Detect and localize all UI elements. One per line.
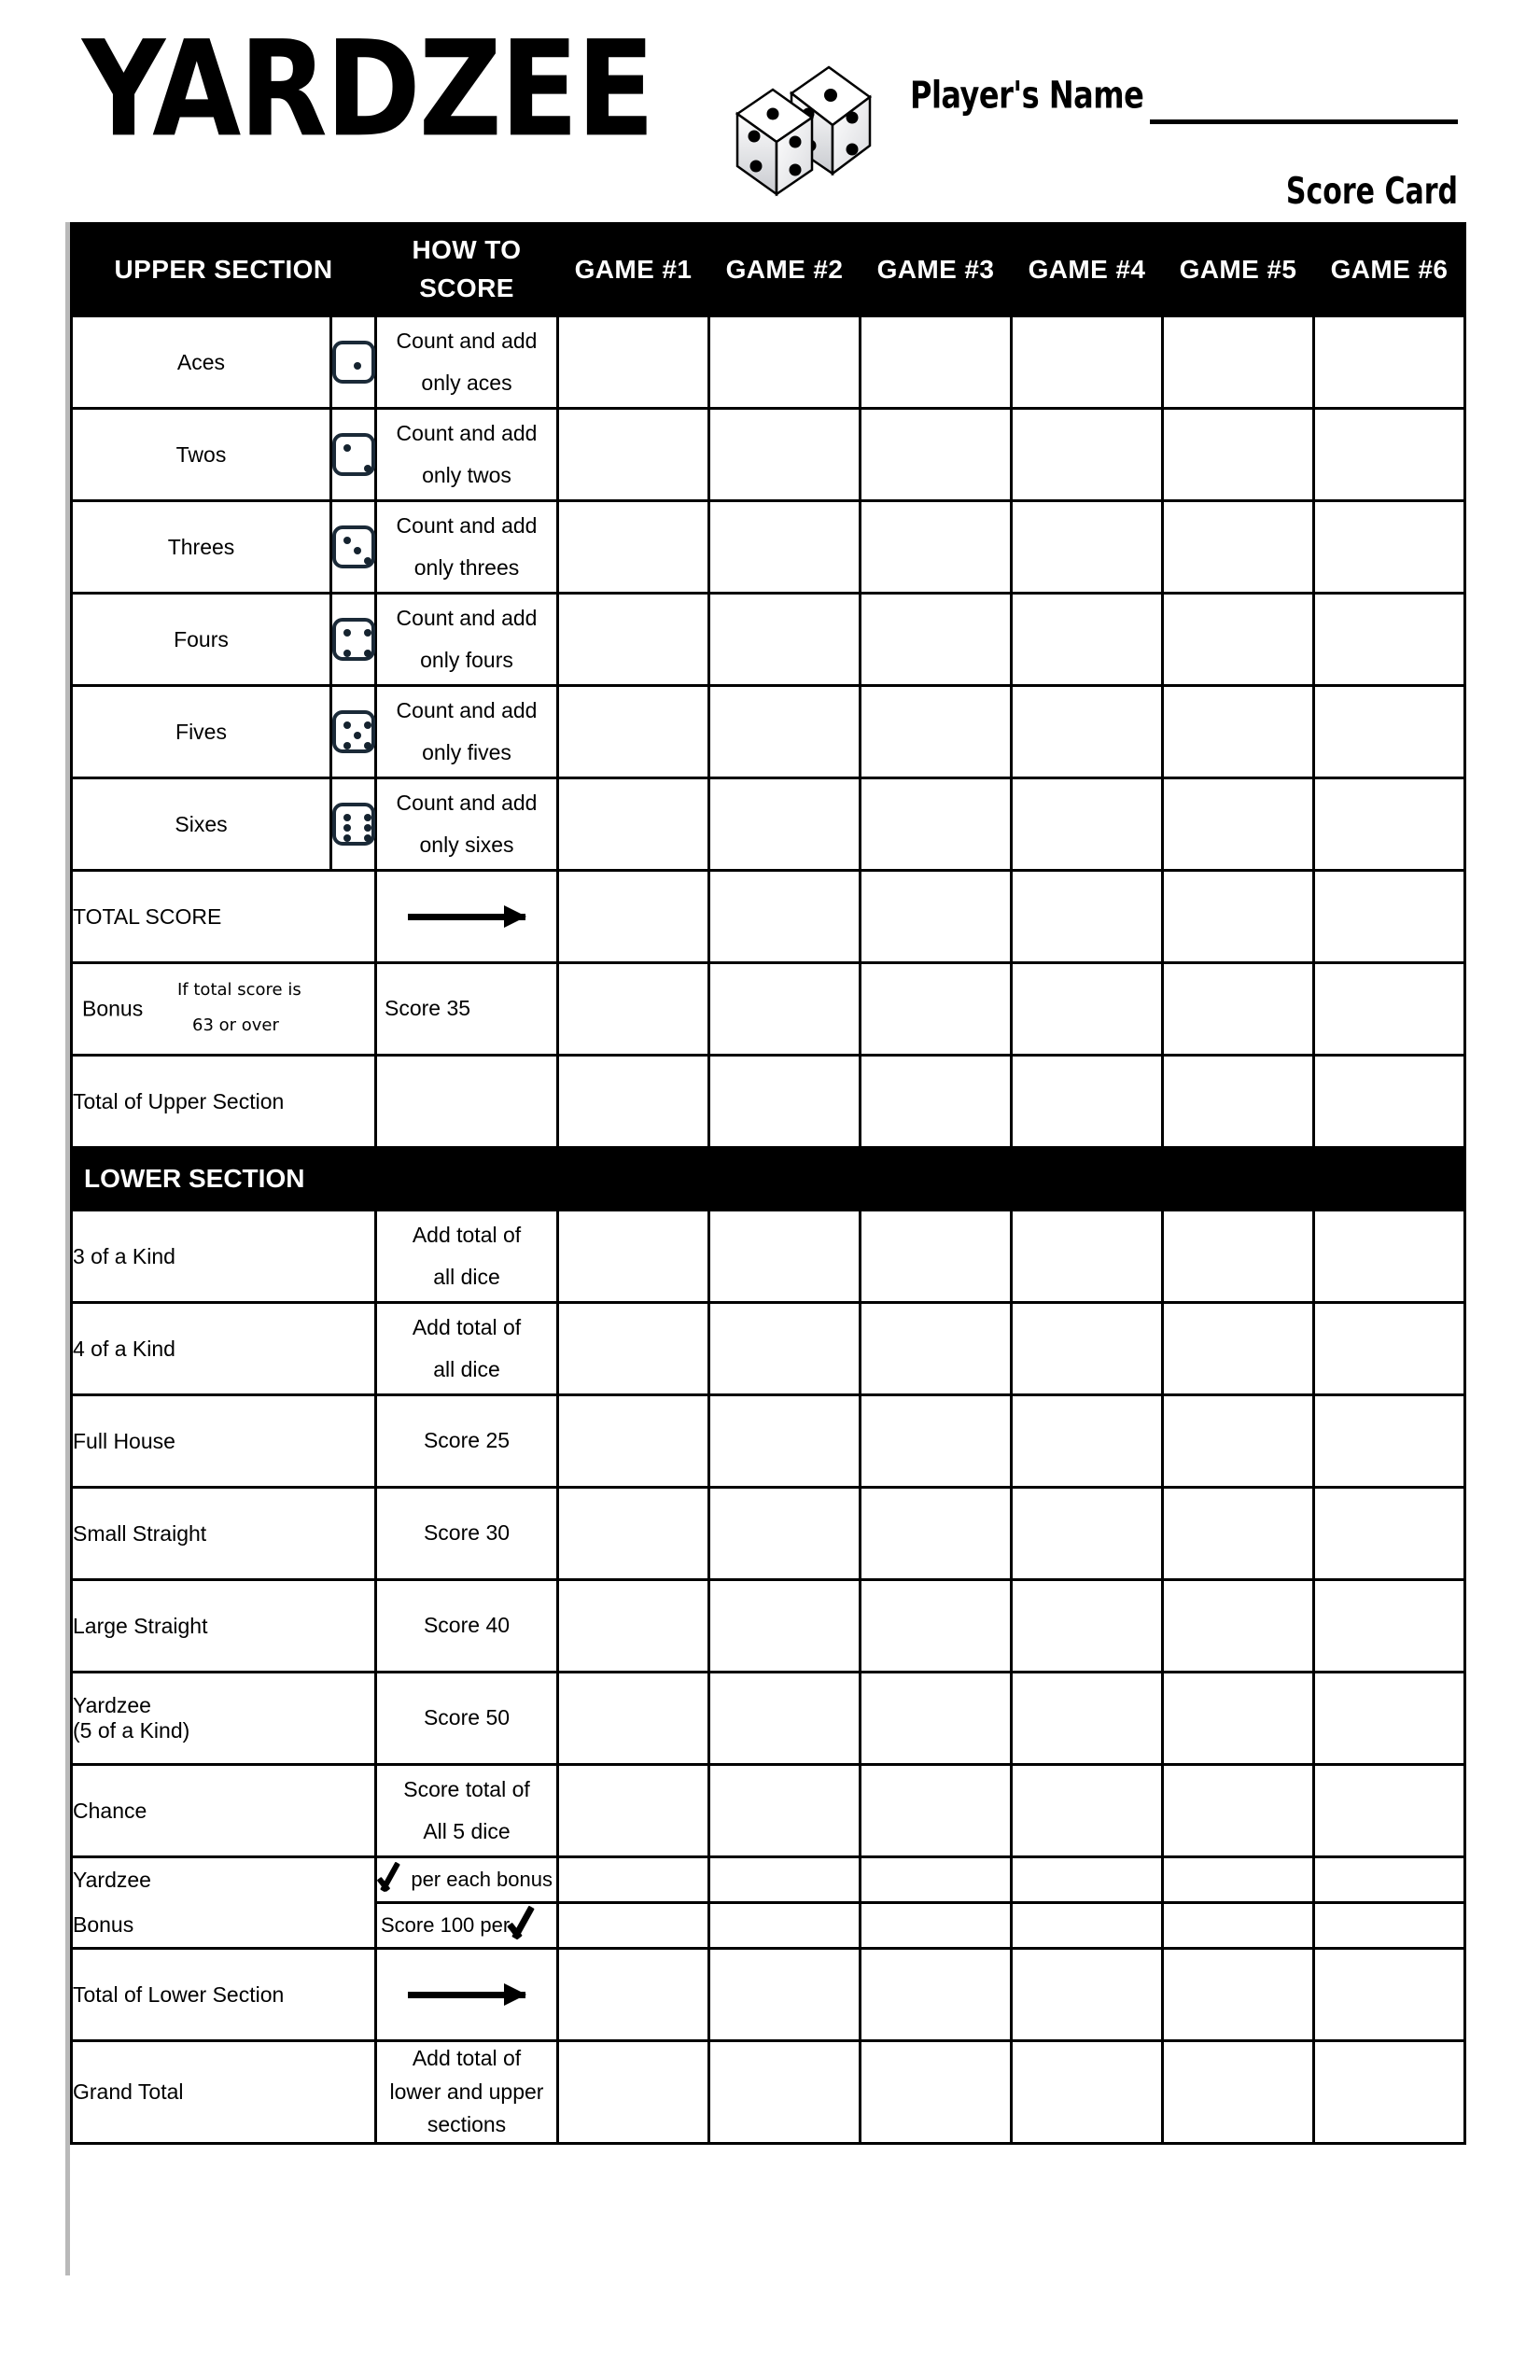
- how-line-2: All 5 dice: [423, 1819, 511, 1843]
- score-cell-threes-game5[interactable]: [1163, 501, 1314, 594]
- how-line-2: all dice: [433, 1357, 500, 1381]
- score-cell-sixes-game6[interactable]: [1314, 778, 1465, 871]
- how-to-score-total-lower-section: [376, 1949, 558, 2041]
- row-label-chance: Chance: [72, 1765, 376, 1857]
- score-cell-large-straight-game5[interactable]: [1163, 1580, 1314, 1673]
- how-to-score-total-upper-section: [376, 1056, 558, 1148]
- section-band-lower: [72, 1148, 1465, 1211]
- score-cell-small-straight-game4[interactable]: [1012, 1488, 1163, 1580]
- score-cell-twos-game3[interactable]: [861, 409, 1012, 501]
- score-cell-fours-game5[interactable]: [1163, 594, 1314, 686]
- how-to-score-yardzee-bonus-line1: [376, 1857, 558, 1903]
- score-cell-small-straight-game1[interactable]: [558, 1488, 709, 1580]
- score-cell-4kind-game1[interactable]: [558, 1303, 709, 1395]
- score-cell-small-straight-game5[interactable]: [1163, 1488, 1314, 1580]
- score-cell-4kind-game6[interactable]: [1314, 1303, 1465, 1395]
- score-cell-twos-game1[interactable]: [558, 409, 709, 501]
- score-cell-yardzee-game5[interactable]: [1163, 1673, 1314, 1765]
- row-label-full-house: Full House: [72, 1395, 376, 1488]
- how-to-score-aces: [376, 316, 558, 409]
- table-row-yardzee: [72, 1673, 1465, 1765]
- how-line-1: Count and add: [396, 698, 538, 723]
- score-cell-grand-total-game4[interactable]: [1012, 2041, 1163, 2144]
- score-cell-3kind-game4[interactable]: [1012, 1211, 1163, 1303]
- table-row-threes: [72, 501, 1465, 594]
- score-cell-4kind-game5[interactable]: [1163, 1303, 1314, 1395]
- how-to-score-threes: [376, 501, 558, 594]
- check-icon: [510, 1905, 547, 1946]
- bonus-condition-line2: 63 or over: [192, 1015, 279, 1035]
- column-header-game-2: GAME #2: [709, 224, 861, 316]
- table-row-yardzee-bonus-b: [72, 1903, 1465, 1949]
- score-cell-full-house-game1[interactable]: [558, 1395, 709, 1488]
- score-cell-aces-game5[interactable]: [1163, 316, 1314, 409]
- score-cell-grand-total-game1[interactable]: [558, 2041, 709, 2144]
- table-row-twos: [72, 409, 1465, 501]
- how-line-1: Score total of: [403, 1777, 530, 1802]
- how-line-2: only twos: [422, 463, 511, 487]
- table-header-row: [72, 224, 1465, 316]
- how-line-3: sections: [427, 2112, 507, 2137]
- score-cell-full-house-game5[interactable]: [1163, 1395, 1314, 1488]
- how-to-score-4-of-a-kind: [376, 1303, 558, 1395]
- row-label-4-of-a-kind: 4 of a Kind: [72, 1303, 376, 1395]
- score-cell-total-lower-game4[interactable]: [1012, 1949, 1163, 2041]
- how-line-2: all dice: [433, 1265, 500, 1289]
- score-cell-large-straight-game4[interactable]: [1012, 1580, 1163, 1673]
- how-to-score-fours: [376, 594, 558, 686]
- die-face-4-icon: [331, 594, 376, 686]
- score-cell-total-upper-game1[interactable]: [558, 1056, 709, 1148]
- score-cell-total-lower-game6[interactable]: [1314, 1949, 1465, 2041]
- table-row-fours: [72, 594, 1465, 686]
- score-cell-total-score-game5[interactable]: [1163, 871, 1314, 963]
- score-cell-fours-game3[interactable]: [861, 594, 1012, 686]
- score-cell-threes-game2[interactable]: [709, 501, 861, 594]
- score-cell-yardzee-game4[interactable]: [1012, 1673, 1163, 1765]
- row-label-yardzee: [72, 1673, 376, 1765]
- how-to-score-yardzee: Score 50: [376, 1673, 558, 1765]
- yardzee-bonus-text-line1: per each bonus: [411, 1868, 553, 1891]
- row-label-total-upper-section: Total of Upper Section: [72, 1056, 376, 1148]
- score-cell-grand-total-game2[interactable]: [709, 2041, 861, 2144]
- score-cell-threes-game1[interactable]: [558, 501, 709, 594]
- score-cell-3kind-game2[interactable]: [709, 1211, 861, 1303]
- score-cell-small-straight-game2[interactable]: [709, 1488, 861, 1580]
- score-cell-3kind-game1[interactable]: [558, 1211, 709, 1303]
- how-line-1: Count and add: [396, 791, 538, 816]
- score-cell-bonus-game2[interactable]: [709, 963, 861, 1056]
- score-cell-sixes-game1[interactable]: [558, 778, 709, 871]
- score-cell-chance-game1[interactable]: [558, 1765, 709, 1857]
- bonus-label: Bonus: [82, 996, 144, 1021]
- die-face-1-icon: [331, 316, 376, 409]
- score-cell-sixes-game2[interactable]: [709, 778, 861, 871]
- score-cell-yardzee-game6[interactable]: [1314, 1673, 1465, 1765]
- score-cell-fives-game3[interactable]: [861, 686, 1012, 778]
- score-cell-yardzee-game1[interactable]: [558, 1673, 709, 1765]
- row-label-yardzee-bonus-line1: Yardzee: [72, 1857, 376, 1903]
- yardzee-label-line2: (5 of a Kind): [73, 1718, 190, 1743]
- bonus-condition-line1: If total score is: [177, 980, 301, 1000]
- score-card-table: [70, 222, 1466, 2145]
- score-cell-fours-game1[interactable]: [558, 594, 709, 686]
- column-header-how-to-score: [376, 224, 558, 316]
- score-cell-small-straight-game3[interactable]: [861, 1488, 1012, 1580]
- two-dice-icon: [719, 56, 896, 205]
- table-row-aces: [72, 316, 1465, 409]
- score-cell-fives-game2[interactable]: [709, 686, 861, 778]
- row-label-yardzee-bonus-line2: Bonus: [72, 1903, 376, 1949]
- score-cell-4kind-game2[interactable]: [709, 1303, 861, 1395]
- row-label-twos: Twos: [72, 409, 331, 501]
- check-icon: [379, 1861, 411, 1898]
- score-cell-yardzee-bonus-a-game6[interactable]: [1314, 1857, 1465, 1903]
- how-to-score-line1: HOW TO: [412, 235, 522, 265]
- score-cell-total-score-game2[interactable]: [709, 871, 861, 963]
- die-face-6-icon: [331, 778, 376, 871]
- die-face-2-icon: [331, 409, 376, 501]
- how-to-score-line2: SCORE: [419, 273, 514, 302]
- how-to-score-total-score: [376, 871, 558, 963]
- score-cell-chance-game6[interactable]: [1314, 1765, 1465, 1857]
- score-cell-twos-game4[interactable]: [1012, 409, 1163, 501]
- score-cell-4kind-game4[interactable]: [1012, 1303, 1163, 1395]
- score-cell-total-upper-game5[interactable]: [1163, 1056, 1314, 1148]
- how-to-score-twos: [376, 409, 558, 501]
- score-cell-fives-game6[interactable]: [1314, 686, 1465, 778]
- row-label-total-score: TOTAL SCORE: [72, 871, 376, 963]
- how-to-score-large-straight: Score 40: [376, 1580, 558, 1673]
- players-name-write-line[interactable]: [1150, 119, 1458, 124]
- how-line-1: Count and add: [396, 513, 538, 539]
- score-cell-yardzee-bonus-b-game6[interactable]: [1314, 1903, 1465, 1949]
- score-cell-large-straight-game6[interactable]: [1314, 1580, 1465, 1673]
- column-header-game-3: GAME #3: [861, 224, 1012, 316]
- score-cell-large-straight-game3[interactable]: [861, 1580, 1012, 1673]
- row-label-bonus: [72, 963, 376, 1056]
- table-row-fives: [72, 686, 1465, 778]
- score-cell-sixes-game5[interactable]: [1163, 778, 1314, 871]
- arrow-right-icon: [408, 914, 525, 920]
- table-row-full-house: [72, 1395, 1465, 1488]
- how-line-2: only sixes: [419, 833, 514, 857]
- row-label-fives: Fives: [72, 686, 331, 778]
- yardzee-bonus-text-line2: Score 100 per: [381, 1913, 511, 1937]
- score-cell-small-straight-game6[interactable]: [1314, 1488, 1465, 1580]
- row-label-total-lower-section: Total of Lower Section: [72, 1949, 376, 2041]
- score-cell-yardzee-bonus-a-game5[interactable]: [1163, 1857, 1314, 1903]
- score-cell-3kind-game5[interactable]: [1163, 1211, 1314, 1303]
- arrow-right-icon: [408, 1992, 525, 1998]
- column-header-game-4: GAME #4: [1012, 224, 1163, 316]
- score-cell-yardzee-bonus-b-game2[interactable]: [709, 1903, 861, 1949]
- score-cell-threes-game3[interactable]: [861, 501, 1012, 594]
- score-cell-3kind-game6[interactable]: [1314, 1211, 1465, 1303]
- score-card-table-wrapper: [70, 222, 1463, 2145]
- score-cell-total-upper-game6[interactable]: [1314, 1056, 1465, 1148]
- how-line-1: Count and add: [396, 421, 538, 446]
- score-cell-threes-game6[interactable]: [1314, 501, 1465, 594]
- score-cell-total-upper-game2[interactable]: [709, 1056, 861, 1148]
- how-to-score-3-of-a-kind: [376, 1211, 558, 1303]
- score-cell-twos-game2[interactable]: [709, 409, 861, 501]
- score-cell-total-lower-game5[interactable]: [1163, 1949, 1314, 2041]
- score-cell-chance-game4[interactable]: [1012, 1765, 1163, 1857]
- how-to-score-chance: [376, 1765, 558, 1857]
- score-cell-aces-game1[interactable]: [558, 316, 709, 409]
- score-cell-yardzee-bonus-b-game3[interactable]: [861, 1903, 1012, 1949]
- score-cell-grand-total-game5[interactable]: [1163, 2041, 1314, 2144]
- how-line-1: Add total of: [412, 1315, 522, 1340]
- score-cell-aces-game6[interactable]: [1314, 316, 1465, 409]
- yardzee-label-line1: Yardzee: [73, 1693, 151, 1717]
- row-label-threes: Threes: [72, 501, 331, 594]
- score-cell-aces-game4[interactable]: [1012, 316, 1163, 409]
- score-cell-chance-game2[interactable]: [709, 1765, 861, 1857]
- how-to-score-small-straight: Score 30: [376, 1488, 558, 1580]
- table-row-yardzee-bonus-a: [72, 1857, 1465, 1903]
- lower-section-label: LOWER SECTION: [72, 1148, 1465, 1211]
- die-face-3-icon: [331, 501, 376, 594]
- table-row-sixes: [72, 778, 1465, 871]
- table-row-small-straight: [72, 1488, 1465, 1580]
- column-header-game-1: GAME #1: [558, 224, 709, 316]
- score-cell-aces-game2[interactable]: [709, 316, 861, 409]
- how-line-1: Add total of: [412, 2046, 522, 2070]
- score-cell-fours-game2[interactable]: [709, 594, 861, 686]
- how-line-2: lower and upper: [389, 2079, 544, 2104]
- table-row-bonus: [72, 963, 1465, 1056]
- score-cell-yardzee-bonus-a-game3[interactable]: [861, 1857, 1012, 1903]
- score-cell-yardzee-game3[interactable]: [861, 1673, 1012, 1765]
- score-cell-total-score-game3[interactable]: [861, 871, 1012, 963]
- how-to-score-bonus: Score 35: [376, 963, 558, 1056]
- how-line-2: only fours: [420, 648, 513, 672]
- score-cell-fives-game4[interactable]: [1012, 686, 1163, 778]
- score-cell-4kind-game3[interactable]: [861, 1303, 1012, 1395]
- score-cell-full-house-game2[interactable]: [709, 1395, 861, 1488]
- score-card-label: Score Card: [1285, 171, 1458, 214]
- score-cell-total-score-game1[interactable]: [558, 871, 709, 963]
- table-row-chance: [72, 1765, 1465, 1857]
- how-to-score-fives: [376, 686, 558, 778]
- row-label-small-straight: Small Straight: [72, 1488, 376, 1580]
- score-cell-sixes-game3[interactable]: [861, 778, 1012, 871]
- row-label-3-of-a-kind: 3 of a Kind: [72, 1211, 376, 1303]
- how-line-2: only threes: [413, 555, 520, 580]
- page-title: YARDZEE: [82, 12, 653, 167]
- score-cell-bonus-game6[interactable]: [1314, 963, 1465, 1056]
- row-label-grand-total: Grand Total: [72, 2041, 376, 2144]
- how-to-score-yardzee-bonus-line2: [376, 1903, 558, 1949]
- score-cell-total-lower-game1[interactable]: [558, 1949, 709, 2041]
- score-cell-sixes-game4[interactable]: [1012, 778, 1163, 871]
- how-line-1: Count and add: [396, 606, 538, 631]
- score-cell-full-house-game4[interactable]: [1012, 1395, 1163, 1488]
- row-label-fours: Fours: [72, 594, 331, 686]
- score-cell-total-lower-game2[interactable]: [709, 1949, 861, 2041]
- score-cell-total-upper-game4[interactable]: [1012, 1056, 1163, 1148]
- how-to-score-grand-total: [376, 2041, 558, 2144]
- column-header-upper-section: UPPER SECTION: [72, 224, 376, 316]
- score-cell-large-straight-game1[interactable]: [558, 1580, 709, 1673]
- score-cell-yardzee-bonus-b-game4[interactable]: [1012, 1903, 1163, 1949]
- how-line-1: Add total of: [412, 1223, 522, 1248]
- score-cell-fives-game1[interactable]: [558, 686, 709, 778]
- score-cell-yardzee-bonus-b-game5[interactable]: [1163, 1903, 1314, 1949]
- score-cell-full-house-game3[interactable]: [861, 1395, 1012, 1488]
- table-row-total-upper-section: [72, 1056, 1465, 1148]
- score-cell-full-house-game6[interactable]: [1314, 1395, 1465, 1488]
- score-cell-large-straight-game2[interactable]: [709, 1580, 861, 1673]
- row-label-aces: Aces: [72, 316, 331, 409]
- players-name-label: Player's Name: [910, 73, 1144, 118]
- score-cell-fours-game6[interactable]: [1314, 594, 1465, 686]
- score-cell-twos-game6[interactable]: [1314, 409, 1465, 501]
- column-header-game-6: GAME #6: [1314, 224, 1465, 316]
- how-line-1: Count and add: [396, 329, 538, 354]
- score-cell-bonus-game3[interactable]: [861, 963, 1012, 1056]
- score-cell-bonus-game4[interactable]: [1012, 963, 1163, 1056]
- score-cell-aces-game3[interactable]: [861, 316, 1012, 409]
- score-cell-yardzee-bonus-a-game2[interactable]: [709, 1857, 861, 1903]
- how-to-score-full-house: Score 25: [376, 1395, 558, 1488]
- score-cell-total-score-game4[interactable]: [1012, 871, 1163, 963]
- score-cell-fives-game5[interactable]: [1163, 686, 1314, 778]
- score-cell-yardzee-game2[interactable]: [709, 1673, 861, 1765]
- die-face-5-icon: [331, 686, 376, 778]
- score-cell-total-score-game6[interactable]: [1314, 871, 1465, 963]
- row-label-sixes: Sixes: [72, 778, 331, 871]
- score-cell-fours-game4[interactable]: [1012, 594, 1163, 686]
- row-label-large-straight: Large Straight: [72, 1580, 376, 1673]
- score-cell-grand-total-game3[interactable]: [861, 2041, 1012, 2144]
- score-cell-bonus-game1[interactable]: [558, 963, 709, 1056]
- table-row-large-straight: [72, 1580, 1465, 1673]
- table-row-total-lower-section: [72, 1949, 1465, 2041]
- score-cell-yardzee-bonus-a-game1[interactable]: [558, 1857, 709, 1903]
- how-line-2: only aces: [421, 371, 512, 395]
- score-cell-yardzee-bonus-a-game4[interactable]: [1012, 1857, 1163, 1903]
- table-row-4-of-a-kind: [72, 1303, 1465, 1395]
- how-to-score-sixes: [376, 778, 558, 871]
- score-cell-threes-game4[interactable]: [1012, 501, 1163, 594]
- column-header-game-5: GAME #5: [1163, 224, 1314, 316]
- score-cell-chance-game3[interactable]: [861, 1765, 1012, 1857]
- page-header: [0, 0, 1540, 214]
- score-cell-yardzee-bonus-b-game1[interactable]: [558, 1903, 709, 1949]
- table-row-3-of-a-kind: [72, 1211, 1465, 1303]
- score-cell-grand-total-game6[interactable]: [1314, 2041, 1465, 2144]
- score-cell-total-upper-game3[interactable]: [861, 1056, 1012, 1148]
- score-cell-bonus-game5[interactable]: [1163, 963, 1314, 1056]
- score-cell-chance-game5[interactable]: [1163, 1765, 1314, 1857]
- table-row-grand-total: [72, 2041, 1465, 2144]
- score-cell-twos-game5[interactable]: [1163, 409, 1314, 501]
- score-cell-3kind-game3[interactable]: [861, 1211, 1012, 1303]
- score-cell-total-lower-game3[interactable]: [861, 1949, 1012, 2041]
- table-row-total-score: [72, 871, 1465, 963]
- how-line-2: only fives: [422, 740, 511, 764]
